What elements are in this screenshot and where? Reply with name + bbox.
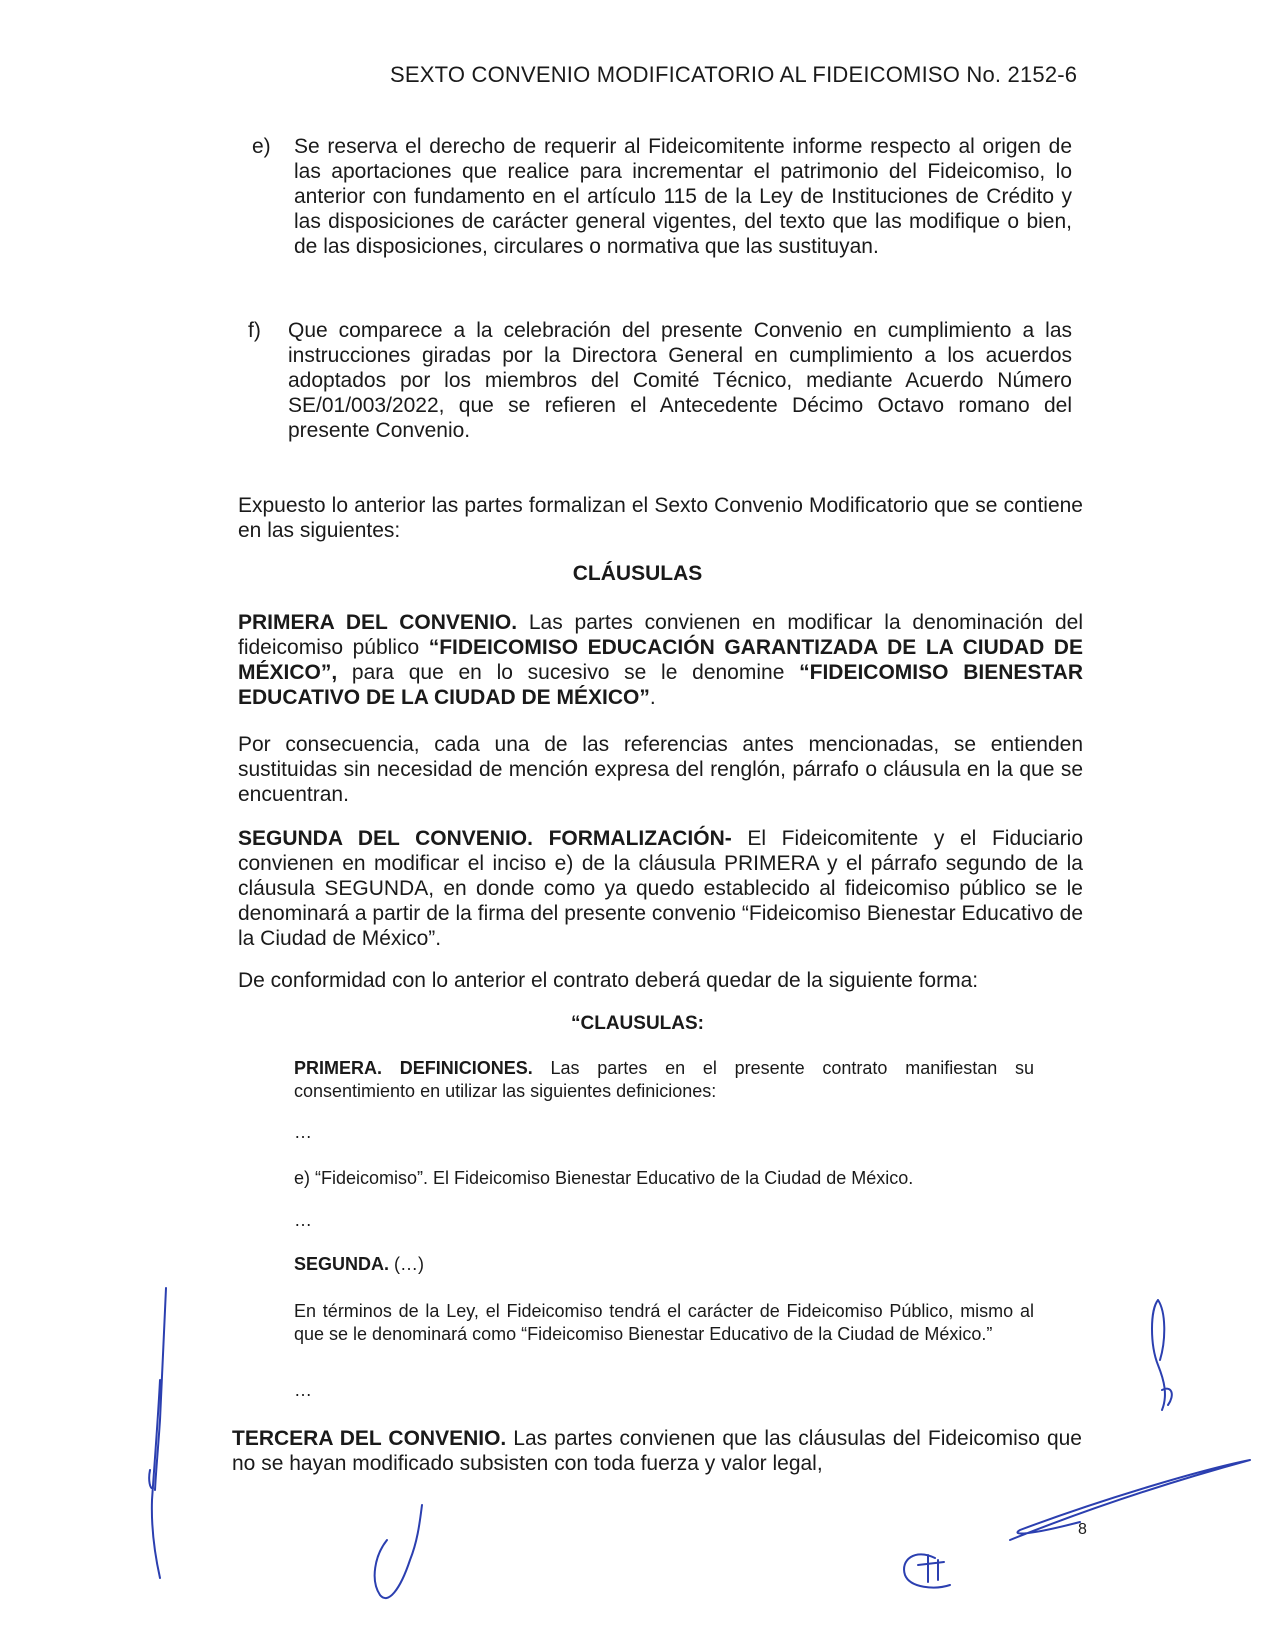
bottom-right-initials xyxy=(904,1554,950,1587)
bottom-center-signature xyxy=(375,1505,422,1598)
segunda-text: El Fideicomitente y el Fiduciario convienen en modificar el inciso e) de la cláusula PRIMERA y el párrafo segundo de la cláusula SEGUNDA, en donde como ya quedo establecido al fideicomiso público se le denominará a partir de la firma del presente convenio “Fideicomiso Bienestar Educativo de la Ciudad de México”. xyxy=(238,827,1083,950)
quoted-segunda-rest: (…) xyxy=(389,1254,425,1274)
item-f-marker: f) xyxy=(248,319,261,342)
quoted-clausulas-title: “CLAUSULAS: xyxy=(571,1013,704,1034)
segunda-clause xyxy=(238,826,1083,951)
segunda-heading: SEGUNDA DEL CONVENIO. FORMALIZACIÓN- xyxy=(238,827,732,850)
primera-heading: PRIMERA DEL CONVENIO. xyxy=(238,611,518,634)
quoted-primera-heading: PRIMERA. DEFINICIONES. xyxy=(294,1058,533,1078)
intro-paragraph: Expuesto lo anterior las partes formalizan el Sexto Convenio Modificatorio que se contiene en las siguientes: xyxy=(238,494,1083,542)
clausulas-title: CLÁUSULAS xyxy=(572,562,703,585)
tercera-heading: TERCERA DEL CONVENIO. xyxy=(232,1427,507,1450)
tercera-clause xyxy=(232,1426,1082,1476)
primera-old-name: “FIDEICOMISO EDUCACIÓN GARANTIZADA DE LA CIUDAD DE MÉXICO”, xyxy=(238,636,1083,684)
ellipsis-2: … xyxy=(294,1210,312,1230)
quoted-primera xyxy=(294,1057,1034,1103)
tercera-text: Las partes convienen que las cláusulas del Fideicomiso que no se hayan modificado subsisten con toda fuerza y valor legal, xyxy=(232,1427,1082,1475)
primera-clause xyxy=(238,610,1083,710)
item-e-marker: e) xyxy=(252,135,271,158)
ellipsis-1: … xyxy=(294,1122,312,1142)
ellipsis-3: … xyxy=(294,1380,312,1400)
primera-text-1: Las partes convienen en modificar la denominación del fideicomiso público xyxy=(238,611,1083,659)
quoted-definition-e: e) “Fideicomiso”. El Fideicomiso Bienestar Educativo de la Ciudad de México. xyxy=(294,1168,914,1188)
item-e-text: Se reserva el derecho de requerir al Fideicomitente informe respecto al origen de las aportaciones que realice para incrementar el patrimonio del Fideicomiso, lo anterior con fundamento en el artículo 115 de la Ley de Instituciones de Crédito y las disposiciones de carácter general vigentes, del texto que las modifique o bien, de las disposiciones, circulares o normativa que las sustituyan. xyxy=(294,135,1072,258)
consecuencia-paragraph: Por consecuencia, cada una de las referencias antes mencionadas, se entienden sustituidas sin necesidad de mención expresa del renglón, párrafo o cláusula en la que se encuentran. xyxy=(238,733,1083,806)
conformidad-paragraph: De conformidad con lo anterior el contrato deberá quedar de la siguiente forma: xyxy=(238,969,979,992)
primera-text-2: para que en lo sucesivo se le denomine xyxy=(337,661,800,684)
primera-text-3: . xyxy=(649,686,656,709)
quoted-primera-text: Las partes en el presente contrato manifiestan su consentimiento en utilizar las siguientes definiciones: xyxy=(294,1058,1035,1101)
quoted-segunda-heading: SEGUNDA. xyxy=(294,1254,390,1274)
primera-new-name: “FIDEICOMISO BIENESTAR EDUCATIVO DE LA CIUDAD DE MÉXICO” xyxy=(238,661,1083,709)
item-f-text: Que comparece a la celebración del presente Convenio en cumplimiento a las instrucciones giradas por la Directora General en cumplimiento a los acuerdos adoptados por los miembros del Comité Técnico, mediante Acuerdo Número SE/01/003/2022, que se refieren el Antecedente Décimo Octavo romano del presente Convenio. xyxy=(288,319,1072,442)
page-number: 8 xyxy=(1078,1521,1087,1538)
quoted-segunda-text: En términos de la Ley, el Fideicomiso tendrá el carácter de Fideicomiso Público, mismo al que se le denominará como “Fideicomiso Bienestar Educativo de la Ciudad de México.” xyxy=(294,1301,1034,1344)
quoted-segunda xyxy=(294,1253,1034,1276)
right-margin-initial xyxy=(1152,1300,1172,1410)
left-margin-signature xyxy=(149,1288,166,1578)
page-header: SEXTO CONVENIO MODIFICATORIO AL FIDEICOMISO No. 2152-6 xyxy=(390,62,1078,87)
